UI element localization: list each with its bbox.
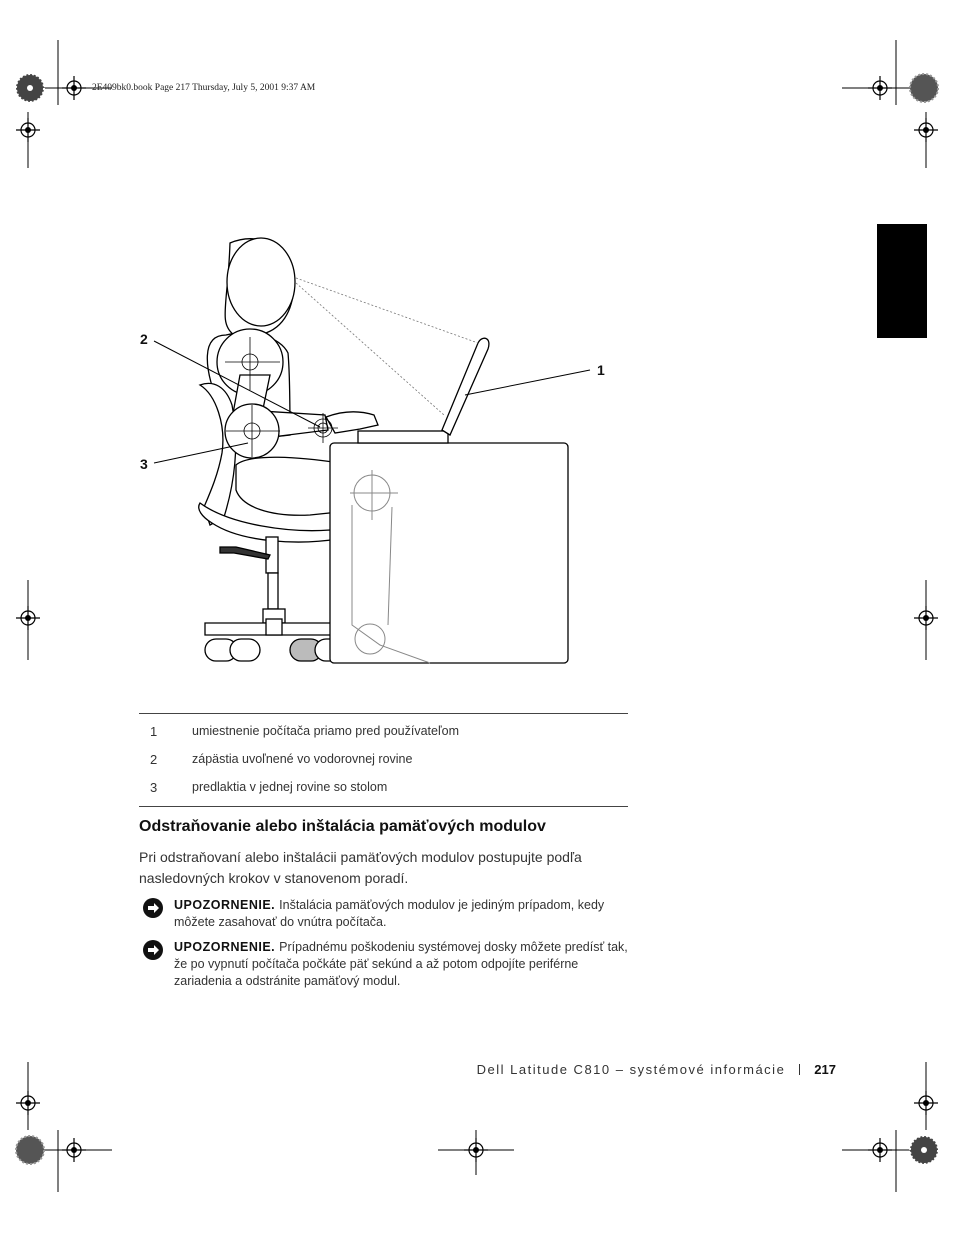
footer-separator <box>799 1064 800 1075</box>
legend-number: 2 <box>150 751 158 767</box>
legend-row <box>139 745 628 773</box>
footer-title: Dell Latitude C810 – systémové informácie <box>476 1062 786 1077</box>
section-intro-paragraph: Pri odstraňovaní alebo inštalácii pamäťových modulov postupujte podľa nasledovných krokov v stanovenom poradí. <box>139 849 582 886</box>
ergonomic-posture-illustration <box>130 225 650 685</box>
page-footer <box>477 1062 836 1077</box>
section-heading: Odstraňovanie alebo inštalácia pamäťových modulov <box>139 818 546 835</box>
legend-text: zápästia uvoľnené vo vodorovnej rovine <box>192 752 413 766</box>
figure-callout-1: 1 <box>597 362 605 378</box>
legend-text: predlaktia v jednej rovine so stolom <box>192 780 388 794</box>
legend-row <box>139 717 628 745</box>
figure-callout-3: 3 <box>140 456 148 472</box>
notice-body: Prípadnému poškodeniu systémovej dosky môžete predísť tak, že po vypnutí počítača počkáte päť sekúnd a až potom odpojíte periférne zariadenia a odstránite pamäťový modul. <box>174 940 628 988</box>
notice-label: UPOZORNENIE. <box>174 898 276 912</box>
notice-block <box>139 939 629 990</box>
notice-block <box>139 897 629 931</box>
legend-row <box>139 773 628 801</box>
notice-text-block <box>174 897 629 931</box>
notice-icon <box>142 897 164 919</box>
notice-body: Inštalácia pamäťových modulov je jediným prípadom, kedy môžete zasahovať do vnútra počítača. <box>174 898 605 929</box>
notice-text-block <box>174 939 629 990</box>
legend-number: 1 <box>150 723 158 739</box>
notice-label: UPOZORNENIE. <box>174 940 276 954</box>
figure-callout-2: 2 <box>140 331 148 347</box>
figure-legend-table <box>139 713 628 807</box>
notice-icon <box>142 939 164 961</box>
print-header-line: 2E409bk0.book Page 217 Thursday, July 5, 2001 9:37 AM <box>92 83 316 93</box>
chapter-side-tab <box>877 224 927 338</box>
legend-text: umiestnenie počítača priamo pred používateľom <box>192 724 459 738</box>
page-number: 217 <box>814 1062 836 1077</box>
legend-number: 3 <box>150 779 158 795</box>
